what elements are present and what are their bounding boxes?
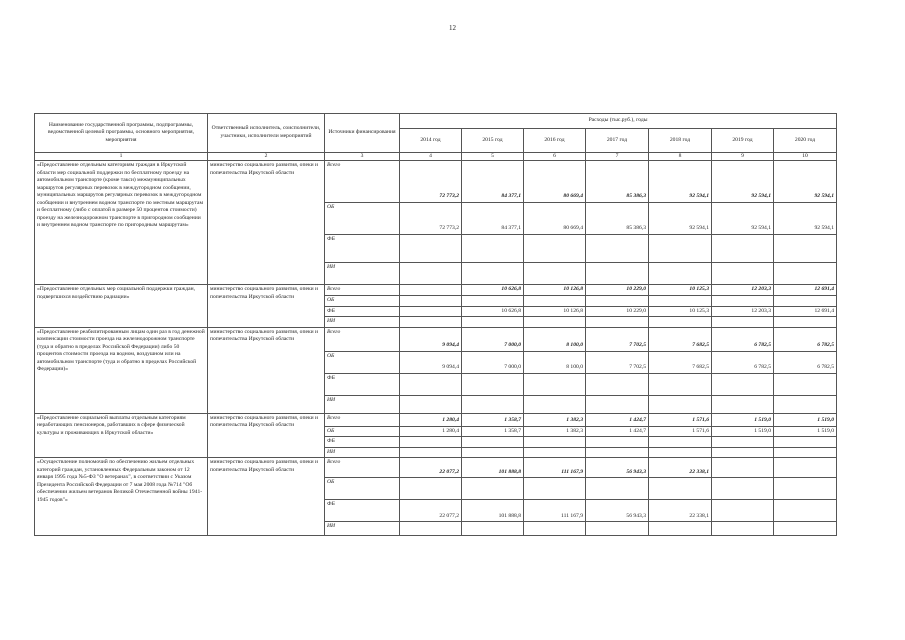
source-label: ИИ (325, 317, 400, 328)
value-cell: 9 094,4 (400, 327, 462, 351)
page-number: 12 (449, 24, 456, 32)
value-cell: 111 167,9 (524, 500, 586, 522)
value-cell (524, 395, 586, 413)
value-cell (462, 235, 524, 263)
value-cell (712, 500, 774, 522)
value-cell (524, 478, 586, 500)
value-cell: 92 594,1 (649, 161, 712, 203)
value-cell (649, 263, 712, 285)
value-cell (400, 437, 462, 448)
header-year: 2015 год (462, 129, 524, 153)
expenses-table (34, 113, 837, 536)
source-label: ОБ (325, 203, 400, 235)
value-cell: 101 888,8 (462, 500, 524, 522)
value-cell (774, 478, 837, 500)
source-label: ФБ (325, 500, 400, 522)
value-cell: 92 594,1 (649, 203, 712, 235)
value-cell (524, 296, 586, 307)
value-cell (524, 235, 586, 263)
column-number: 8 (649, 153, 712, 161)
value-cell (586, 395, 649, 413)
column-number: 5 (462, 153, 524, 161)
value-cell (774, 458, 837, 478)
value-cell: 22 338,1 (649, 458, 712, 478)
value-cell (712, 235, 774, 263)
value-cell: 1 358,7 (462, 413, 524, 426)
table-row (35, 327, 837, 351)
value-cell (400, 373, 462, 395)
value-cell: 1 382,3 (524, 426, 586, 437)
value-cell: 10 125,3 (649, 306, 712, 317)
table-row (35, 285, 837, 296)
header-program: Наименование государственной программы, подпрограммы, ведомственной целевой программы, основного мероприятия, мероприятия (35, 114, 208, 153)
value-cell (774, 395, 837, 413)
value-cell: 1 519,0 (774, 426, 837, 437)
value-cell (400, 395, 462, 413)
executor-name: министерство социального развития, опеки и попечительства Иркутской области (208, 327, 325, 413)
header-year: 2020 год (774, 129, 837, 153)
value-cell (774, 500, 837, 522)
source-label: ФБ (325, 306, 400, 317)
source-label: Всего (325, 285, 400, 296)
value-cell (649, 522, 712, 536)
value-cell: 6 782,5 (712, 327, 774, 351)
value-cell (586, 447, 649, 458)
value-cell (774, 296, 837, 307)
value-cell (586, 373, 649, 395)
header-year: 2016 год (524, 129, 586, 153)
column-number: 3 (325, 153, 400, 161)
value-cell: 22 077,2 (400, 500, 462, 522)
value-cell: 7 682,5 (649, 327, 712, 351)
column-number: 6 (524, 153, 586, 161)
value-cell (400, 447, 462, 458)
value-cell (462, 296, 524, 307)
value-cell (462, 263, 524, 285)
value-cell (400, 235, 462, 263)
value-cell: 10 626,8 (462, 285, 524, 296)
source-label: Всего (325, 458, 400, 478)
value-cell (649, 373, 712, 395)
value-cell: 84 377,1 (462, 203, 524, 235)
value-cell (712, 478, 774, 500)
value-cell: 10 229,0 (586, 285, 649, 296)
program-name: «Предоставление социальной выплаты отдельным категориям неработающих пенсионеров, работавших в сфере физической культуры и проживающих в Иркутской области» (35, 413, 208, 458)
value-cell: 7 702,5 (586, 327, 649, 351)
source-label: Всего (325, 413, 400, 426)
value-cell: 111 167,9 (524, 458, 586, 478)
value-cell: 10 125,3 (649, 285, 712, 296)
header-year: 2019 год (712, 129, 774, 153)
value-cell: 84 377,1 (462, 161, 524, 203)
value-cell: 7 000,0 (462, 351, 524, 373)
header-year: 2018 год (649, 129, 712, 153)
value-cell: 1 280,4 (400, 413, 462, 426)
value-cell: 72 773,2 (400, 203, 462, 235)
value-cell (400, 296, 462, 307)
column-number: 2 (208, 153, 325, 161)
value-cell (400, 317, 462, 328)
header-sources: Источники финансирования (325, 114, 400, 153)
value-cell (774, 235, 837, 263)
value-cell (586, 235, 649, 263)
executor-name: министерство социального развития, опеки и попечительства Иркутской области (208, 285, 325, 328)
value-cell (462, 395, 524, 413)
value-cell (712, 373, 774, 395)
value-cell: 85 386,3 (586, 203, 649, 235)
value-cell: 10 626,8 (462, 306, 524, 317)
value-cell: 12 203,3 (712, 285, 774, 296)
value-cell: 22 338,1 (649, 500, 712, 522)
column-number: 7 (586, 153, 649, 161)
column-number: 4 (400, 153, 462, 161)
value-cell: 1 424,7 (586, 413, 649, 426)
value-cell: 6 782,5 (712, 351, 774, 373)
value-cell: 92 594,1 (774, 203, 837, 235)
program-name: «Предоставление отдельных мер социальной поддержки граждан, подвергшихся воздействию радиации» (35, 285, 208, 328)
source-label: ИИ (325, 263, 400, 285)
column-number: 1 (35, 153, 208, 161)
value-cell (649, 447, 712, 458)
value-cell: 10 126,8 (524, 306, 586, 317)
column-number: 9 (712, 153, 774, 161)
value-cell: 1 519,0 (712, 413, 774, 426)
value-cell: 80 669,4 (524, 203, 586, 235)
table-row (35, 413, 837, 426)
value-cell: 1 519,0 (712, 426, 774, 437)
value-cell (400, 478, 462, 500)
value-cell: 1 358,7 (462, 426, 524, 437)
value-cell (462, 373, 524, 395)
value-cell (774, 263, 837, 285)
value-cell (524, 437, 586, 448)
value-cell (774, 447, 837, 458)
value-cell (586, 317, 649, 328)
executor-name: министерство социального развития, опеки и попечительства Иркутской области (208, 161, 325, 285)
value-cell: 10 229,0 (586, 306, 649, 317)
source-label: ОБ (325, 296, 400, 307)
source-label: ФБ (325, 437, 400, 448)
value-cell (462, 447, 524, 458)
value-cell (774, 373, 837, 395)
value-cell: 85 386,3 (586, 161, 649, 203)
value-cell (400, 263, 462, 285)
value-cell (524, 373, 586, 395)
value-cell (462, 317, 524, 328)
value-cell (712, 296, 774, 307)
header-executor: Ответственный исполнитель, соисполнители, участники, исполнители мероприятий (208, 114, 325, 153)
value-cell: 1 424,7 (586, 426, 649, 437)
value-cell: 7 702,5 (586, 351, 649, 373)
value-cell: 6 782,5 (774, 351, 837, 373)
value-cell: 9 094,4 (400, 351, 462, 373)
value-cell: 1 519,0 (774, 413, 837, 426)
table-row (35, 161, 837, 203)
source-label: Всего (325, 327, 400, 351)
value-cell (524, 522, 586, 536)
value-cell (712, 522, 774, 536)
source-label: ОБ (325, 351, 400, 373)
source-label: ФБ (325, 235, 400, 263)
source-label: ОБ (325, 478, 400, 500)
value-cell (586, 263, 649, 285)
value-cell (524, 317, 586, 328)
program-name: «Осуществление полномочий по обеспечению жильем отдельных категорий граждан, установленных Федеральным законом от 12 января 1995 года №5-ФЗ "О ветеранах", в соответствии с Указом Президента Российской Федерации от 7 мая 2008 года №714 "Об обеспечении жильем ветеранов Великой Отечественной войны 1941-1945 годов"» (35, 458, 208, 536)
source-label: ИИ (325, 522, 400, 536)
value-cell (649, 395, 712, 413)
header-year: 2017 год (586, 129, 649, 153)
value-cell: 8 100,0 (524, 351, 586, 373)
value-cell: 1 382,3 (524, 413, 586, 426)
value-cell: 8 100,0 (524, 327, 586, 351)
value-cell: 72 773,2 (400, 161, 462, 203)
value-cell (400, 522, 462, 536)
value-cell (774, 437, 837, 448)
value-cell (400, 306, 462, 317)
value-cell (462, 478, 524, 500)
value-cell (712, 458, 774, 478)
value-cell (586, 296, 649, 307)
value-cell (649, 317, 712, 328)
value-cell: 92 594,1 (712, 161, 774, 203)
source-label: ИИ (325, 395, 400, 413)
value-cell (712, 317, 774, 328)
value-cell (649, 478, 712, 500)
header-year: 2014 год (400, 129, 462, 153)
value-cell: 80 669,4 (524, 161, 586, 203)
source-label: Всего (325, 161, 400, 203)
value-cell: 56 943,3 (586, 500, 649, 522)
value-cell (649, 235, 712, 263)
value-cell: 1 571,6 (649, 413, 712, 426)
program-name: «Предоставление реабилитированным лицам один раз в год денежной компенсации стоимости проезда на железнодорожном транспорте (туда и обратно в пределах Российской Федерации) либо 50 процентов стоимости проезда на водном, воздушном или на автомобильном транспорте (туда и обратно в пределах Российской Федерации)» (35, 327, 208, 413)
value-cell: 92 594,1 (774, 161, 837, 203)
value-cell (524, 447, 586, 458)
executor-name: министерство социального развития, опеки и попечительства Иркутской области (208, 413, 325, 458)
header-expenses: Расходы (тыс.руб.), годы (400, 114, 837, 129)
value-cell: 12 691,4 (774, 306, 837, 317)
value-cell: 6 782,5 (774, 327, 837, 351)
value-cell: 12 203,3 (712, 306, 774, 317)
value-cell: 7 682,5 (649, 351, 712, 373)
value-cell (586, 478, 649, 500)
value-cell (774, 522, 837, 536)
program-name: «Предоставление отдельным категориям граждан в Иркутской области мер социальной поддержки по бесплатному проезду на автомобильном транспорте (кроме такси) межмуниципальных маршрутов регулярных перевозок в междугородном сообщении, муниципальных маршрутов регулярных перевозок в междугородном сообщении и внутреннем водном транспорте по местным маршрутам и бесплатному (либо с оплатой в размере 50 процентов стоимости) проезду на железнодорожном транспорте в пригородном сообщении и внутреннем водном транспорте по пригородным маршрутам» (35, 161, 208, 285)
source-label: ОБ (325, 426, 400, 437)
executor-name: министерство социального развития, опеки и попечительства Иркутской области (208, 458, 325, 536)
value-cell (524, 263, 586, 285)
value-cell (712, 395, 774, 413)
value-cell (586, 437, 649, 448)
value-cell (462, 437, 524, 448)
value-cell: 1 280,4 (400, 426, 462, 437)
value-cell (774, 317, 837, 328)
value-cell: 1 571,6 (649, 426, 712, 437)
value-cell: 10 126,8 (524, 285, 586, 296)
source-label: ИИ (325, 447, 400, 458)
value-cell (400, 285, 462, 296)
value-cell (649, 437, 712, 448)
value-cell: 7 000,0 (462, 327, 524, 351)
value-cell: 101 888,8 (462, 458, 524, 478)
value-cell: 12 691,4 (774, 285, 837, 296)
value-cell: 92 594,1 (712, 203, 774, 235)
value-cell (712, 263, 774, 285)
value-cell: 56 943,3 (586, 458, 649, 478)
column-number: 10 (774, 153, 837, 161)
value-cell (462, 522, 524, 536)
value-cell (586, 522, 649, 536)
value-cell: 22 077,2 (400, 458, 462, 478)
value-cell (712, 447, 774, 458)
table-row (35, 458, 837, 478)
value-cell (712, 437, 774, 448)
value-cell (649, 296, 712, 307)
source-label: ФБ (325, 373, 400, 395)
